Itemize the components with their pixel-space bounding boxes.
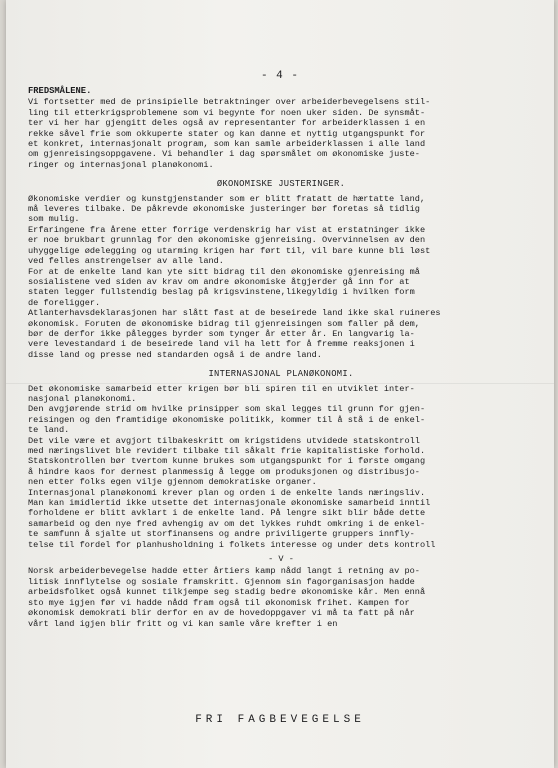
text-line: vere levestandard i de beseirede land vil ha lett for å fremme reaksjonen i — [28, 339, 415, 350]
section-planokonomi-text — [28, 384, 534, 551]
text-line: sto mye igjen før vi hadde nådd fram også til økonomisk frihet. Kampen for — [28, 597, 410, 608]
text-line: uhyggelige ødelegging og utarming krigen har ført til, vil bare kunne bli løst — [28, 245, 431, 256]
text-line: økonomisk demokrati blir derfor en av de hovedoppgaver vi må ta fatt på når — [28, 608, 415, 619]
text-line: Atlanterhavsdeklarasjonen har slått fast at de beseirede land ikke skal ruineres — [28, 308, 441, 319]
text-line: arbeidsfolket også kunnet tilkjempe seg stadig bedre økonomiske kår. Men ennå — [28, 587, 426, 598]
text-line: som mulig. — [28, 214, 80, 225]
section-justeringer-text — [28, 194, 534, 361]
text-line: nasjonal planøkonomi. — [28, 393, 137, 404]
text-line: disse land og presse ned standarden også i de andre land. — [28, 349, 322, 360]
text-line: samarbeid og den nye fred avhengig av om det lykkes ruhdt omkring i de enkel- — [28, 518, 426, 529]
text-line: bør de derfor ikke pålegges byrder som tynger år etter år. En langvarig la- — [28, 328, 415, 339]
text-line: forholdene er blitt avklart i de enkelte land. På lengre sikt blir både dette — [28, 508, 426, 519]
text-line: må leveres tilbake. De påkrevde økonomiske justeringer bør foretas så tidlig — [28, 204, 420, 215]
document-body — [28, 86, 534, 629]
text-line: Man kan imidlertid ikke utsette det internasjonale økonomiske samarbeid inntil — [28, 498, 431, 509]
section-title-justeringer: ØKONOMISKE JUSTERINGER. — [216, 179, 346, 190]
section-title-planokonomi: INTERNASJONAL PLANØKONOMI. — [208, 369, 354, 380]
text-line: telse til fordel for planhusholdning i folkets interesse og under dets kontroll — [28, 539, 436, 550]
intro-paragraph — [28, 97, 534, 170]
text-line: Erfaringene fra årene etter forrige verdenskrig har vist at erstatninger ikke — [28, 224, 426, 235]
text-line: er noe brukbart grunnlag for den økonomiske gjenreising. Overvinnelsen av den — [28, 235, 426, 246]
text-line: sosialistene ved siden av krav om andre økonomiske åtgjerder gå inn for at — [28, 276, 410, 287]
text-line: te land. — [28, 425, 70, 436]
section-divider: - V - — [268, 554, 294, 565]
text-line: ved felles anstrengelser av alle land. — [28, 256, 224, 267]
text-line: med næringslivet ble revidert tilbake til såkalt frie kapitalistiske forhold. — [28, 446, 426, 456]
text-line: de foreligger. — [28, 297, 101, 308]
page-number: - 4 - — [260, 70, 299, 82]
text-line: Statskontrollen bør tvertom kunne brukes som utgangspunkt for i første omgang — [28, 456, 426, 467]
text-line: ling til etterkrigsproblemene som vi begynte for noen uker siden. De synsmåt- — [28, 107, 426, 118]
text-line: å hindre kaos for dernest planmessig å legge om produksjonen og distribusjo- — [28, 466, 420, 477]
text-line: litisk innflytelse og sosiale framskritt. Gjennom sin fagorganisasjon hadde — [28, 576, 415, 587]
text-line: om gjenreisingsoppgavene. Vi behandler i dag spørsmålet om økonomiske juste- — [28, 149, 420, 160]
text-line: Vi fortsetter med de prinsipielle betraktninger over arbeiderbevegelsens stil- — [28, 97, 431, 108]
text-line: reisingen og den framtidige økonomiske politikk, kommer til å stå i de enkel- — [28, 414, 426, 425]
text-line: Norsk arbeiderbevegelse hadde etter årtiers kamp nådd langt i retning av po- — [28, 566, 420, 577]
text-line: For at de enkelte land kan yte sitt bidrag til den økonomiske gjenreising må — [28, 266, 420, 277]
sub-heading: FREDSMÅLENE. — [28, 86, 92, 96]
text-line: rekke såvel frie som okkuperte stater og kan danne et nyttig utgangspunkt for — [28, 128, 426, 139]
text-line: Det økonomiske samarbeid etter krigen bør bli spiren til en utviklet inter- — [28, 383, 415, 394]
text-line: et konkret, internasjonalt program, som kan samle arbeiderklassen i alle land — [28, 139, 426, 150]
text-line: Økonomiske verdier og kunstgjenstander som er blitt fratatt de hærtatte land, — [28, 193, 426, 204]
closing-paragraph — [28, 566, 534, 628]
text-line: Internasjonal planøkonomi krever plan og orden i de enkelte lands næringsliv. — [28, 487, 426, 498]
text-line: vårt land igjen blir fritt og vi kan samle våre krefter i en — [28, 618, 338, 629]
document-page — [6, 0, 554, 768]
text-line: nen etter folks egen vilje gjennom demokratiske organer. — [28, 477, 317, 488]
text-line: staten legger fullstendig beslag på krigsvinstene,likegyldig i hvilken form — [28, 287, 415, 298]
text-line: ringer og internasjonal planøkonomi. — [28, 159, 214, 170]
footer-signature: FRI FAGBEVEGELSE — [195, 714, 365, 726]
text-line: økonomisk. Foruten de økonomiske bidrag til gjenreisingen som faller på dem, — [28, 318, 420, 329]
text-line: Den avgjørende strid om hvilke prinsipper som skal legges til grunn for gjen- — [28, 404, 426, 415]
text-line: ter vi her har gjengitt deles også av representanter for arbeiderklassen i en — [28, 118, 426, 129]
text-line: te samfunn å sjalte ut storfinansens og andre priviligerte gruppers innfly- — [28, 529, 415, 540]
text-line: Det vile være et avgjort tilbakeskritt om krigstidens utvidede statskontroll — [28, 435, 420, 446]
